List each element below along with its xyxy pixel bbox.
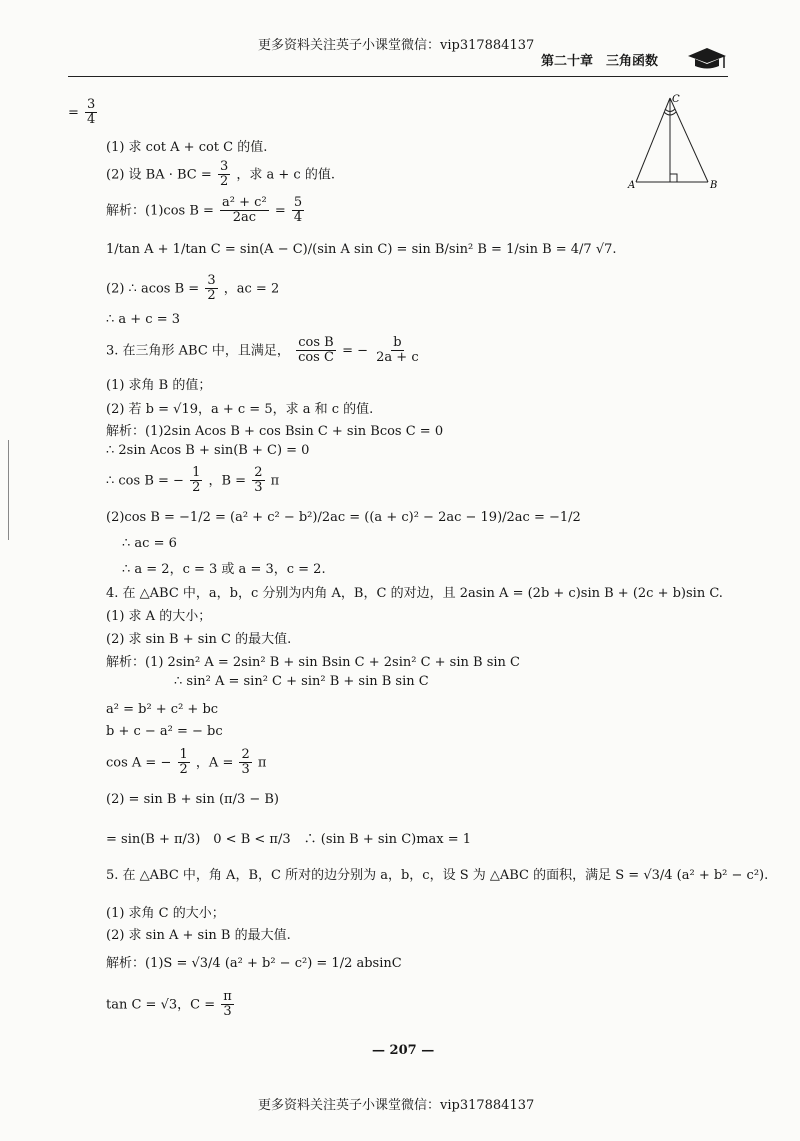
math-line: 1/tan A + 1/tan C = sin(A − C)/(sin A sin C) = sin B/sin² B = 1/sin B = 4/7 √7.	[106, 242, 617, 257]
vertex-a-label: A	[628, 180, 636, 191]
math-line: ∴ sin² A = sin² C + sin² B + sin B sin C	[174, 674, 429, 689]
math-line: = $\frac{3}{4}$	[68, 97, 96, 128]
math-line: 3. 在三角形 ABC 中，且满足， $\frac{\text{cos B}}{\text{cos C}}$ = − $\frac{b}{2a + c}$	[106, 335, 419, 366]
math-line: ∴ 2sin Acos B + sin(B + C) = 0	[106, 443, 310, 458]
math-line: ∴ a = 2，c = 3 或 a = 3，c = 2.	[122, 562, 326, 577]
header-divider	[68, 76, 728, 77]
header-wechat-notice: 更多资料关注英子小课堂微信：vip317884137	[258, 38, 535, 53]
math-line: (2) = sin B + sin (π/3 − B)	[106, 792, 279, 807]
math-line: (1) 求 cot A + cot C 的值.	[106, 140, 268, 155]
triangle-figure	[624, 90, 734, 200]
graduation-cap-icon	[686, 46, 728, 72]
math-line: = sin(B + π/3) 0 < B < π/3 ∴ (sin B + sin C)max = 1	[106, 832, 472, 847]
footer-wechat-notice: 更多资料关注英子小课堂微信：vip317884137	[258, 1098, 535, 1113]
math-line: (2) 若 b = √19，a + c = 5，求 a 和 c 的值.	[106, 402, 374, 417]
math-line: (2) 设 BA · BC = $\frac{3}{2}$ ，求 a + c 的值.	[106, 159, 335, 190]
math-line: ∴ a + c = 3	[106, 312, 181, 327]
math-line: 解析：(1)2sin Acos B + cos Bsin C + sin Bcos C = 0	[106, 424, 444, 439]
vertex-c-label: C	[672, 94, 680, 105]
math-line: 解析：(1) 2sin² A = 2sin² B + sin Bsin C + 2sin² C + sin B sin C	[106, 655, 520, 670]
math-line: 解析：(1)S = √3/4 (a² + b² − c²) = 1/2 absinC	[106, 956, 402, 971]
math-line: 4. 在 △ABC 中，a，b，c 分别为内角 A，B，C 的对边，且 2asin A = (2b + c)sin B + (2c + b)sin C.	[106, 586, 723, 601]
math-line: (1) 求 A 的大小；	[106, 609, 212, 624]
math-line: ∴ cos B = − $\frac{1}{2}$ ，B = $\frac{2}{3}$ π	[106, 465, 280, 496]
math-line: ∴ ac = 6	[122, 536, 177, 551]
chapter-title: 第二十章 三角函数	[541, 54, 659, 69]
math-line: (1) 求角 C 的大小；	[106, 906, 225, 921]
math-line: b + c − a² = − bc	[106, 724, 223, 739]
page-number: — 207 —	[372, 1043, 435, 1058]
math-line: 5. 在 △ABC 中，角 A，B，C 所对的边分别为 a，b，c，设 S 为 △ABC 的面积，满足 S = √3/4 (a² + b² − c²).	[106, 868, 769, 883]
math-line: tan C = √3，C = $\frac{\pi}{3}$	[106, 989, 232, 1020]
margin-mark	[8, 440, 9, 540]
vertex-b-label: B	[710, 180, 718, 191]
math-line: (2) 求 sin B + sin C 的最大值.	[106, 632, 292, 647]
math-line: (2)cos B = −1/2 = (a² + c² − b²)/2ac = ((a + c)² − 2ac − 19)/2ac = −1/2	[106, 510, 581, 525]
math-line: cos A = − $\frac{1}{2}$ ，A = $\frac{2}{3}$ π	[106, 747, 267, 778]
math-line: (2) 求 sin A + sin B 的最大值.	[106, 928, 291, 943]
math-line: 解析：(1)cos B = $\frac{\text{a² + c²}}{2ac}$ = $\frac{5}{4}$	[106, 195, 303, 226]
math-line: (2) ∴ acos B = $\frac{3}{2}$ ，ac = 2	[106, 273, 280, 304]
math-line: a² = b² + c² + bc	[106, 702, 219, 717]
math-line: (1) 求角 B 的值；	[106, 378, 212, 393]
